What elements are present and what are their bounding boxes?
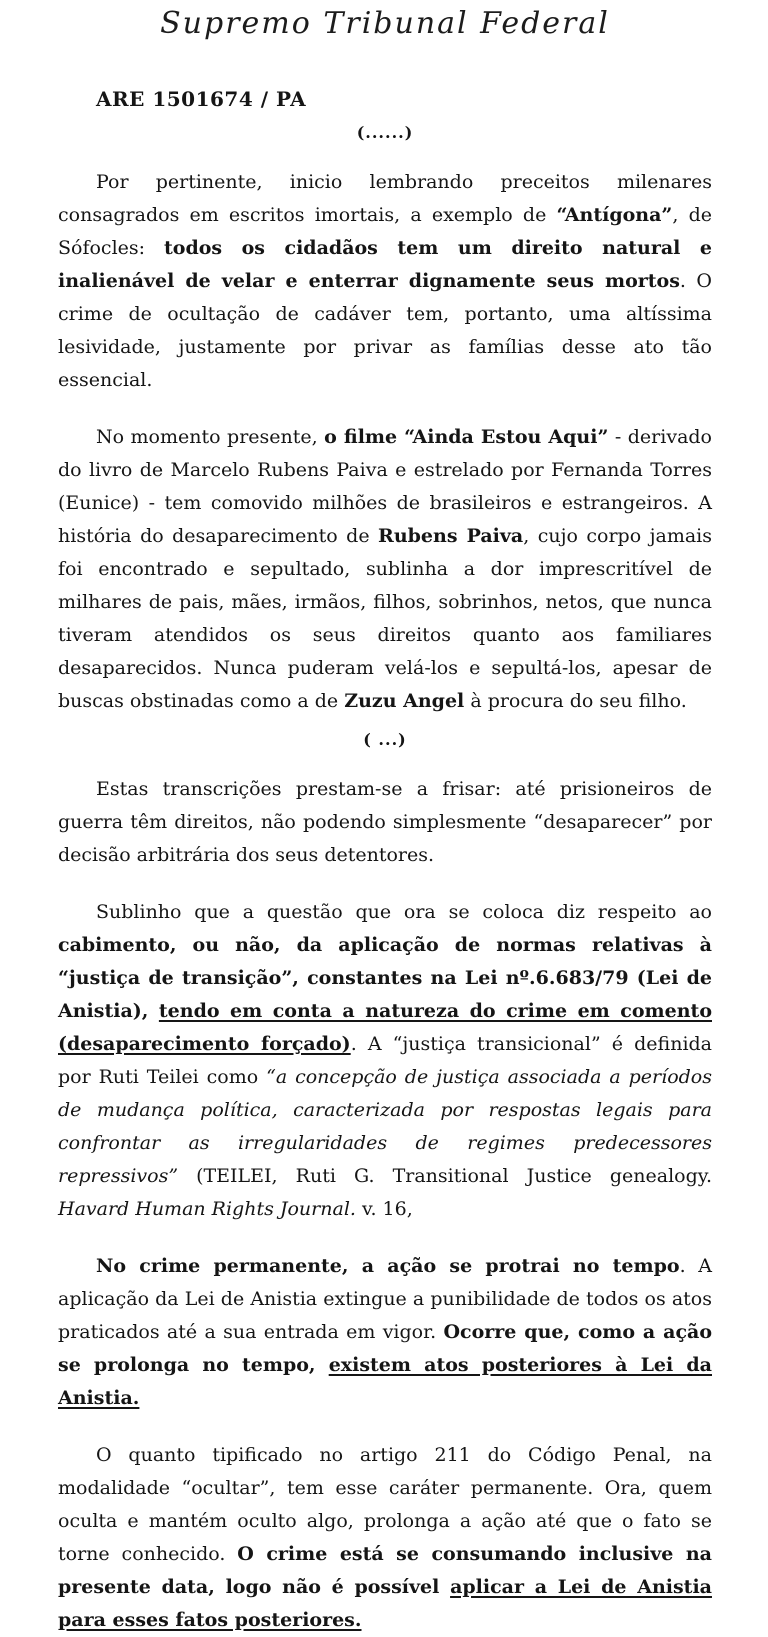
text-run: Zuzu Angel <box>344 690 465 712</box>
ellipsis-marker: (......) <box>356 123 414 142</box>
text-run: todos os cidadãos tem um direito natural e inalienável de velar e enterrar dignamente seus mortos <box>58 237 712 292</box>
text-run: cabimento, ou não, da aplicação de normas relativas à “justiça de transição”, constantes na Lei nº.6.683/79 (Lei de Anistia), <box>58 934 712 1022</box>
text-run: . A aplicação da Lei de Anistia extingue a punibilidade de todos os atos praticados até a sua entrada em vigor. <box>58 1255 712 1343</box>
paragraph <box>58 1439 712 1637</box>
text-run: v. 16, <box>355 1198 413 1220</box>
text-run: Ocorre que, como a ação se prolonga no tempo, <box>58 1321 712 1376</box>
ellipsis-marker: ( ...) <box>363 730 407 749</box>
text-run: Sublinho que a questão que ora se coloca diz respeito ao <box>96 901 712 923</box>
text-run: Por pertinente, inicio lembrando preceitos milenares consagrados em escritos imortais, a exemplo de <box>58 171 712 226</box>
paragraph <box>58 166 712 397</box>
text-run: Estas transcrições prestam-se a frisar: até prisioneiros de guerra têm direitos, não podendo simplesmente “desaparecer” por decisão arbitrária dos seus detentores. <box>58 778 712 866</box>
text-run: - derivado do livro de Marcelo Rubens Paiva e estrelado por Fernanda Torres (Eunice) - tem comovido milhões de brasileiros e estrangeiros. A história do desaparecimento de <box>58 426 712 547</box>
text-run: (TEILEI, Ruti G. Transitional Justice genealogy. <box>178 1165 712 1187</box>
paragraph <box>58 421 712 718</box>
text-run: Rubens Paiva <box>378 525 524 547</box>
text-run: . A “justiça transicional” é definida por Ruti Teilei como <box>58 1033 713 1088</box>
court-header-title: Supremo Tribunal Federal <box>160 6 610 41</box>
paragraph <box>58 1250 712 1415</box>
text-run: tendo em conta a natureza do crime em comento (desaparecimento forçado) <box>58 1000 712 1055</box>
text-run: , de Sófocles: <box>58 204 712 259</box>
text-run: à procura do seu filho. <box>464 690 687 712</box>
text-run: aplicar a Lei de Anistia para esses fatos posteriores. <box>58 1576 712 1631</box>
text-run: “a concepção de justiça associada a períodos de mudança política, caracterizada por respostas legais para confrontar as irregularidades de regimes predecessores repressivos” <box>58 1066 712 1187</box>
text-run: existem atos posteriores à Lei da Anistia. <box>58 1354 712 1409</box>
text-run: No crime permanente, a ação se protrai no tempo <box>96 1255 680 1277</box>
text-run: O crime está se consumando inclusive na presente data, logo não é possível <box>58 1543 712 1598</box>
text-run: O quanto tipificado no artigo 211 do Código Penal, na modalidade “ocultar”, tem esse caráter permanente. Ora, quem oculta e mantém oculto algo, prolonga a ação até que o fato se torne conhecido. <box>58 1444 712 1565</box>
paragraph <box>58 896 712 1226</box>
text-run: No momento presente, <box>96 426 325 448</box>
text-run: . O crime de ocultação de cadáver tem, portanto, uma altíssima lesividade, justamente por privar as famílias desse ato tão essencial. <box>58 270 712 391</box>
case-number: ARE 1501674 / PA <box>96 87 307 111</box>
document-body <box>58 123 712 1637</box>
paragraph <box>58 773 712 872</box>
text-run: “Antígona” <box>556 204 673 226</box>
text-run: , cujo corpo jamais foi encontrado e sepultado, sublinha a dor imprescritível de milhares de pais, mães, irmãos, filhos, sobrinhos, netos, que nunca tiveram atendidos os seus direitos quanto aos familiares desaparecidos. Nunca puderam velá-los e sepultá-los, apesar de buscas obstinadas como a de <box>58 525 712 712</box>
text-run: o filme “Ainda Estou Aqui” <box>324 426 609 448</box>
text-run: Havard Human Rights Journal. <box>58 1198 356 1220</box>
